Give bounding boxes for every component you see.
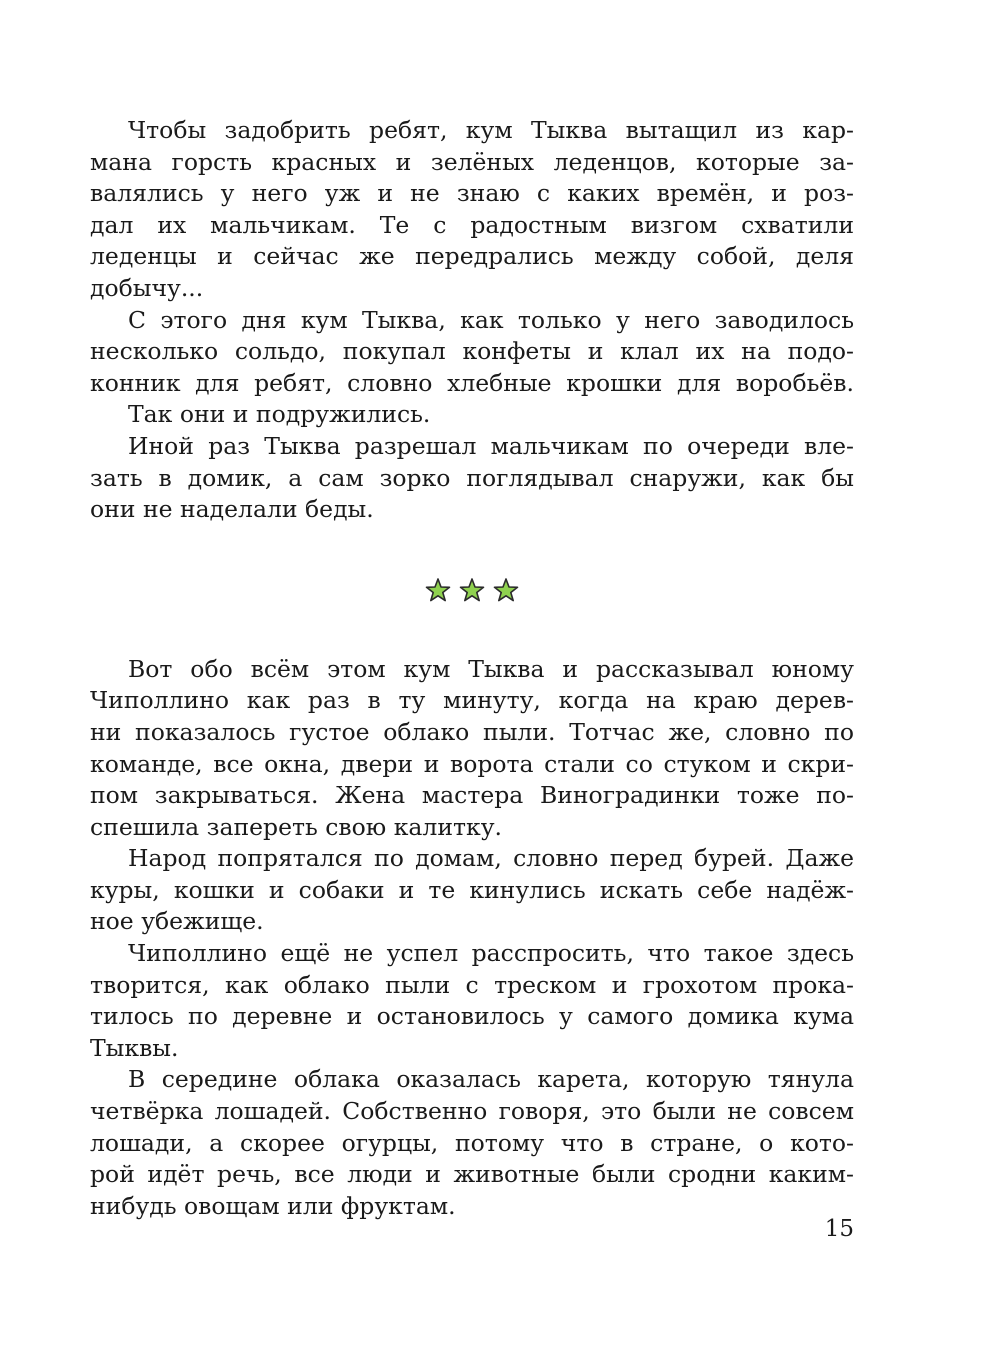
text-line: несколько сольдо, покупал конфеты и клал их на подо- <box>90 337 854 366</box>
text-line: леденцы и сейчас же передрались между собой, деля <box>90 242 854 271</box>
text-line: добычу... <box>90 273 204 302</box>
text-line: валялись у него уж и не знаю с каких времён, и роз- <box>90 179 854 208</box>
text-line: Чиполлино как раз в ту минуту, когда на краю дерев- <box>90 686 854 715</box>
page-body <box>90 115 854 1222</box>
star-icon <box>425 577 451 603</box>
text-line: зать в домик, а сам зорко поглядывал снаружи, как бы <box>90 463 854 492</box>
text-line: спешила запереть свою калитку. <box>90 812 503 841</box>
text-line: Так они и подружились. <box>128 400 431 429</box>
star-icon <box>493 577 519 603</box>
text-line: пом закрываться. Жена мастера Виноградинки тоже по- <box>90 781 854 810</box>
text-line: конник для ребят, словно хлебные крошки для воробьёв. <box>90 368 854 397</box>
text-line: рой идёт речь, все люди и животные были сродни каким- <box>90 1160 854 1189</box>
star-icon <box>459 577 485 603</box>
section-separator <box>90 526 854 654</box>
text-line: С этого дня кум Тыква, как только у него заводилось <box>128 305 854 334</box>
text-line: нибудь овощам или фруктам. <box>90 1191 456 1220</box>
text-line: В середине облака оказалась карета, которую тянула <box>128 1065 854 1094</box>
text-line: дал их мальчикам. Те с радостным визгом схватили <box>90 210 854 239</box>
text-line: ни показалось густое облако пыли. Тотчас же, словно по <box>90 717 854 746</box>
page-number: 15 <box>824 1216 854 1242</box>
text-line: творится, как облако пыли с треском и грохотом прока- <box>90 970 854 999</box>
text-block-1 <box>90 115 854 526</box>
text-line: Вот обо всём этом кум Тыква и рассказывал юному <box>128 654 854 683</box>
text-line: они не наделали беды. <box>90 495 374 524</box>
text-block-2 <box>90 654 854 1223</box>
text-line: Тыквы. <box>90 1033 179 1062</box>
text-line: Иной раз Тыква разрешал мальчикам по очереди вле- <box>128 431 854 460</box>
text-line: четвёрка лошадей. Собственно говоря, это были не совсем <box>90 1097 854 1126</box>
text-line: команде, все окна, двери и ворота стали со стуком и скри- <box>90 749 854 778</box>
text-line: тилось по деревне и остановилось у самого домика кума <box>90 1002 854 1031</box>
text-line: Чиполлино ещё не успел расспросить, что такое здесь <box>128 939 854 968</box>
text-line: мана горсть красных и зелёных леденцов, которые за- <box>90 147 854 176</box>
text-line: ное убежище. <box>90 907 264 936</box>
text-line: куры, кошки и собаки и те кинулись искать себе надёж- <box>90 875 854 904</box>
text-line: Чтобы задобрить ребят, кум Тыква вытащил из кар- <box>128 116 854 144</box>
text-line: лошади, а скорее огурцы, потому что в стране, о кото- <box>90 1128 854 1157</box>
text-line: Народ попрятался по домам, словно перед бурей. Даже <box>128 844 854 873</box>
